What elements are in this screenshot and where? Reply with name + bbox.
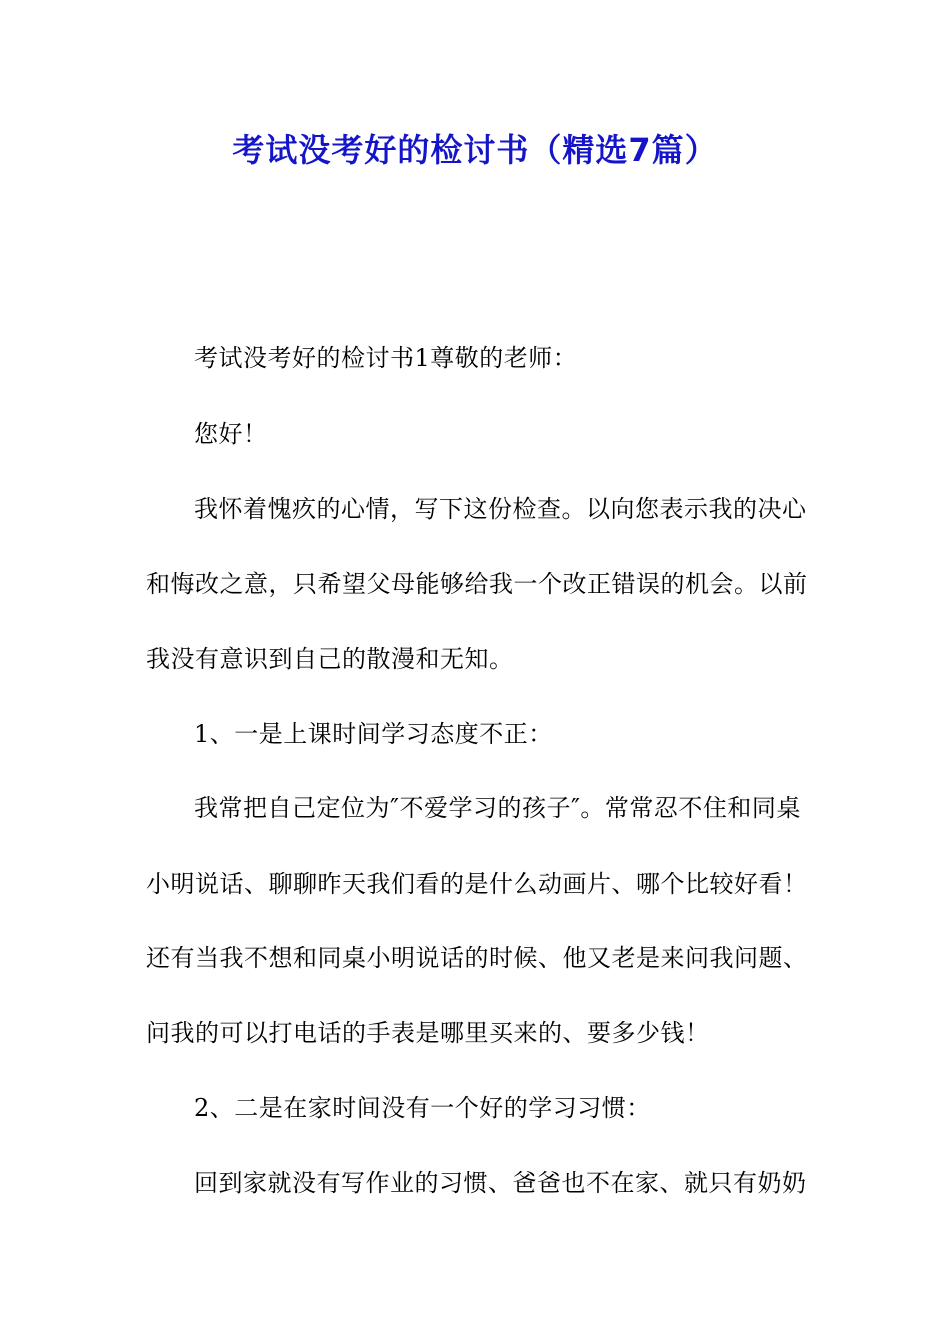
paragraph-line: 我怀着愧疚的心情，写下这份检查。以向您表示我的决心 [194, 495, 807, 523]
paragraph-line: 我没有意识到自己的散漫和无知。 [146, 645, 514, 673]
paragraph-line: 小明说话、聊聊昨天我们看的是什么动画片、哪个比较好看！ [146, 870, 808, 898]
paragraph-line: 我常把自己定位为″不爱学习的孩子″。常常忍不住和同桌 [194, 794, 801, 822]
paragraph-line: 您好！ [194, 420, 268, 448]
paragraph-line: 1、一是上课时间学习态度不正： [194, 720, 553, 748]
paragraph-line: 回到家就没有写作业的习惯、爸爸也不在家、就只有奶奶 [194, 1169, 807, 1197]
paragraph-line: 和悔改之意，只希望父母能够给我一个改正错误的机会。以前 [146, 570, 808, 598]
document-title: 考试没考好的检讨书（精选7篇） [232, 131, 718, 169]
paragraph-line: 问我的可以打电话的手表是哪里买来的、要多少钱！ [146, 1019, 710, 1047]
paragraph-line: 考试没考好的检讨书1尊敬的老师： [194, 344, 578, 372]
paragraph-line: 还有当我不想和同桌小明说话的时候、他又老是来问我问题、 [146, 944, 808, 972]
paragraph-line: 2、二是在家时间没有一个好的学习习惯： [194, 1094, 651, 1122]
